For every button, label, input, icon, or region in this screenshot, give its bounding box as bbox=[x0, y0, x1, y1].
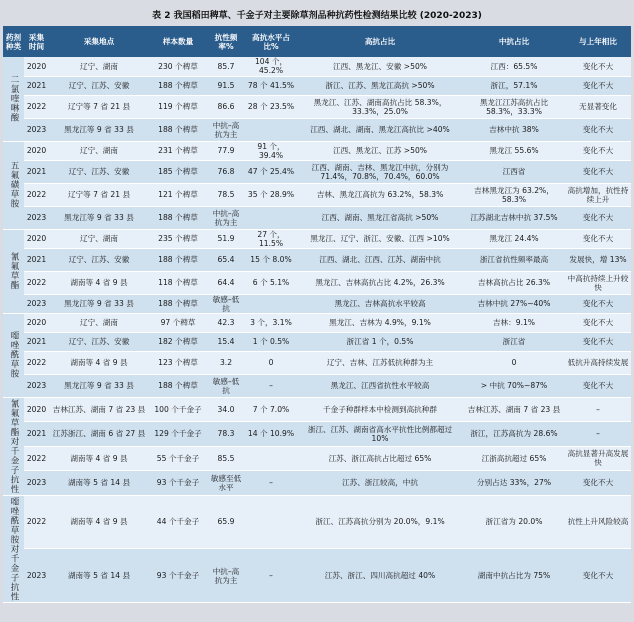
cell-year: 2023 bbox=[24, 118, 49, 141]
cell-year: 2020 bbox=[24, 57, 49, 76]
table-row bbox=[3, 206, 631, 229]
herbicide-name-cell: 噁唑酰草胺 bbox=[3, 313, 24, 397]
cell-resistance: 65.4 bbox=[207, 248, 245, 271]
herbicide-name-cell: 二氯喹啉酸 bbox=[3, 57, 24, 141]
cell-high: 江西、湖北、江西、江苏、湖南中抗 bbox=[297, 248, 463, 271]
cell-high: 浙江、江苏、黑龙江高抗 >50% bbox=[297, 76, 463, 95]
cell-medium: 浙江，江苏高抗为 28.6% bbox=[463, 422, 565, 447]
table-row bbox=[3, 57, 631, 76]
cell-compare: 中高抗持续上升较快 bbox=[565, 271, 631, 294]
cell-high: 黑龙江、辽宁、浙江、安徽、江西 >10% bbox=[297, 229, 463, 248]
cell-resistance: 敏感–低抗 bbox=[207, 294, 245, 313]
herbicide-name-cell: 氰氟草酯 bbox=[3, 229, 24, 313]
table-row bbox=[3, 294, 631, 313]
cell-high: 黑龙江、吉林高抗水平较高 bbox=[297, 294, 463, 313]
cell-compare: 抗性上升风险较高 bbox=[565, 495, 631, 549]
cell-year: 2021 bbox=[24, 160, 49, 183]
cell-high-ratio bbox=[245, 294, 297, 313]
cell-high: 千金子种群样本中检测到高抗种群 bbox=[297, 397, 463, 422]
cell-location: 辽宁、湖南 bbox=[49, 141, 149, 160]
cell-resistance: 64.4 bbox=[207, 271, 245, 294]
cell-high-ratio: 78 个 41.5% bbox=[245, 76, 297, 95]
cell-location: 辽宁、江苏、安徽 bbox=[49, 248, 149, 271]
header-resistance: 抗性频率% bbox=[207, 26, 245, 57]
cell-high-ratio: 28 个 23.5% bbox=[245, 95, 297, 118]
table-row bbox=[3, 248, 631, 271]
cell-high: 江苏、浙江、四川高抗超过 40% bbox=[297, 549, 463, 603]
table-row bbox=[3, 549, 631, 603]
cell-resistance: 86.6 bbox=[207, 95, 245, 118]
cell-high: 浙江省 1 个，0.5% bbox=[297, 332, 463, 351]
cell-compare: 变化不大 bbox=[565, 57, 631, 76]
cell-compare: 变化不大 bbox=[565, 141, 631, 160]
herbicide-name-cell: 氰氟草酯对千金子抗性 bbox=[3, 397, 24, 495]
cell-year: 2022 bbox=[24, 183, 49, 206]
cell-count: 118 个稗草 bbox=[149, 271, 207, 294]
cell-compare: 无显著变化 bbox=[565, 95, 631, 118]
header-row bbox=[3, 26, 631, 57]
cell-compare: 高抗显著升高发展快 bbox=[565, 446, 631, 471]
cell-high: 江西、湖北、湖南、黑龙江高抗比 >40% bbox=[297, 118, 463, 141]
cell-high-ratio: 35 个 28.9% bbox=[245, 183, 297, 206]
cell-medium: 黑龙江江苏高抗占比 58.3%，33.3% bbox=[463, 95, 565, 118]
cell-high-ratio: 1 个 0.5% bbox=[245, 332, 297, 351]
header-high: 高抗占比 bbox=[297, 26, 463, 57]
cell-count: 188 个稗草 bbox=[149, 118, 207, 141]
cell-count: 100 个千金子 bbox=[149, 397, 207, 422]
cell-count: 188 个稗草 bbox=[149, 206, 207, 229]
table-caption: 表 2 我国稻田稗草、千金子对主要除草剂品种抗药性检测结果比较 (2020-2023) bbox=[152, 11, 482, 21]
table-row bbox=[3, 374, 631, 397]
cell-high-ratio: 6 个 5.1% bbox=[245, 271, 297, 294]
cell-location: 江苏浙江、湖南 6 省 27 县 bbox=[49, 422, 149, 447]
cell-medium: 江苏湖北吉林中抗 37.5% bbox=[463, 206, 565, 229]
cell-high-ratio: 0 bbox=[245, 351, 297, 374]
table-row bbox=[3, 183, 631, 206]
cell-resistance: 77.9 bbox=[207, 141, 245, 160]
cell-medium: 吉林高抗占比 26.3% bbox=[463, 271, 565, 294]
cell-high: 黑龙江、吉林高抗占比 4.2%，26.3% bbox=[297, 271, 463, 294]
cell-location: 湖南等 5 省 14 县 bbox=[49, 549, 149, 603]
cell-year: 2021 bbox=[24, 332, 49, 351]
cell-medium: 吉林江苏、湖南 7 省 23 县 bbox=[463, 397, 565, 422]
cell-high: 浙江、江苏高抗分别为 20.0%，9.1% bbox=[297, 495, 463, 549]
cell-location: 黑龙江等 9 省 33 县 bbox=[49, 374, 149, 397]
header-location: 采集地点 bbox=[49, 26, 149, 57]
herbicide-name-cell: 五氟磺草胺 bbox=[3, 141, 24, 229]
cell-compare: 变化不大 bbox=[565, 160, 631, 183]
cell-medium: 浙江省 bbox=[463, 332, 565, 351]
cell-year: 2023 bbox=[24, 374, 49, 397]
table-row bbox=[3, 351, 631, 374]
cell-resistance: 65.9 bbox=[207, 495, 245, 549]
resistance-table bbox=[3, 26, 631, 603]
cell-count: 55 个千金子 bbox=[149, 446, 207, 471]
cell-high-ratio bbox=[245, 118, 297, 141]
table-row bbox=[3, 471, 631, 496]
cell-compare: 高抗增加，抗性持续上升 bbox=[565, 183, 631, 206]
cell-high: 吉林、黑龙江高抗为 63.2%，58.3% bbox=[297, 183, 463, 206]
cell-medium: 江浙高抗超过 65% bbox=[463, 446, 565, 471]
cell-count: 185 个稗草 bbox=[149, 160, 207, 183]
table-row bbox=[3, 95, 631, 118]
cell-year: 2020 bbox=[24, 313, 49, 332]
table-body bbox=[3, 57, 631, 603]
table-row bbox=[3, 446, 631, 471]
cell-high-ratio: – bbox=[245, 549, 297, 603]
cell-high-ratio: – bbox=[245, 374, 297, 397]
cell-location: 湖南等 4 省 9 县 bbox=[49, 495, 149, 549]
cell-medium: 吉林黑龙江为 63.2%，58.3% bbox=[463, 183, 565, 206]
table-row bbox=[3, 229, 631, 248]
cell-high-ratio: 27 个，11.5% bbox=[245, 229, 297, 248]
cell-location: 黑龙江等 9 省 33 县 bbox=[49, 294, 149, 313]
cell-medium: 吉林中抗 38% bbox=[463, 118, 565, 141]
cell-count: 93 个千金子 bbox=[149, 549, 207, 603]
cell-resistance: 中抗–高抗为主 bbox=[207, 206, 245, 229]
header-compare: 与上年相比 bbox=[565, 26, 631, 57]
header-medium: 中抗占比 bbox=[463, 26, 565, 57]
cell-count: 44 个千金子 bbox=[149, 495, 207, 549]
cell-location: 辽宁、江苏、安徽 bbox=[49, 160, 149, 183]
cell-location: 辽宁、湖南 bbox=[49, 313, 149, 332]
cell-resistance: 76.8 bbox=[207, 160, 245, 183]
cell-year: 2023 bbox=[24, 294, 49, 313]
cell-count: 188 个稗草 bbox=[149, 294, 207, 313]
cell-resistance: 42.3 bbox=[207, 313, 245, 332]
table-row bbox=[3, 118, 631, 141]
cell-high-ratio: 14 个 10.9% bbox=[245, 422, 297, 447]
cell-medium: 吉林中抗 27%~40% bbox=[463, 294, 565, 313]
cell-compare: 发展快，增 13% bbox=[565, 248, 631, 271]
cell-compare: 变化不大 bbox=[565, 76, 631, 95]
cell-location: 辽宁、湖南 bbox=[49, 57, 149, 76]
cell-high: 江西、黑龙江、安徽 >50% bbox=[297, 57, 463, 76]
cell-year: 2020 bbox=[24, 141, 49, 160]
cell-compare: – bbox=[565, 397, 631, 422]
cell-year: 2020 bbox=[24, 397, 49, 422]
cell-resistance: 敏感–低抗 bbox=[207, 374, 245, 397]
cell-high: 黑龙江、江西省抗性水平较高 bbox=[297, 374, 463, 397]
cell-location: 辽宁等 7 省 21 县 bbox=[49, 95, 149, 118]
cell-year: 2022 bbox=[24, 446, 49, 471]
cell-high-ratio: 7 个 7.0% bbox=[245, 397, 297, 422]
cell-location: 黑龙江等 9 省 33 县 bbox=[49, 206, 149, 229]
cell-high-ratio: 15 个 8.0% bbox=[245, 248, 297, 271]
herbicide-name-cell: 噁唑酰草胺对千金子抗性 bbox=[3, 495, 24, 603]
cell-count: 119 个稗草 bbox=[149, 95, 207, 118]
cell-resistance: 51.9 bbox=[207, 229, 245, 248]
cell-resistance: 敏感至低水平 bbox=[207, 471, 245, 496]
cell-high: 江苏、浙江高抗占比超过 65% bbox=[297, 446, 463, 471]
cell-location: 辽宁、江苏、安徽 bbox=[49, 76, 149, 95]
table-row bbox=[3, 313, 631, 332]
cell-resistance: 78.5 bbox=[207, 183, 245, 206]
cell-count: 188 个稗草 bbox=[149, 76, 207, 95]
cell-count: 235 个稗草 bbox=[149, 229, 207, 248]
table-row bbox=[3, 271, 631, 294]
cell-count: 231 个稗草 bbox=[149, 141, 207, 160]
cell-year: 2021 bbox=[24, 422, 49, 447]
cell-location: 湖南等 4 省 9 县 bbox=[49, 351, 149, 374]
header-herbicide: 药剂种类 bbox=[3, 26, 24, 57]
cell-high: 江西、黑龙江、江苏 >50% bbox=[297, 141, 463, 160]
cell-compare: 变化不大 bbox=[565, 206, 631, 229]
cell-medium: 湖南中抗占比为 75% bbox=[463, 549, 565, 603]
cell-medium: > 中抗 70%~87% bbox=[463, 374, 565, 397]
cell-location: 辽宁、江苏、安徽 bbox=[49, 332, 149, 351]
cell-compare: 变化不大 bbox=[565, 549, 631, 603]
cell-location: 辽宁等 7 省 21 县 bbox=[49, 183, 149, 206]
cell-year: 2022 bbox=[24, 351, 49, 374]
cell-medium: 浙江省为 20.0% bbox=[463, 495, 565, 549]
cell-count: 121 个稗草 bbox=[149, 183, 207, 206]
table-row bbox=[3, 141, 631, 160]
cell-year: 2022 bbox=[24, 495, 49, 549]
cell-count: 182 个稗草 bbox=[149, 332, 207, 351]
cell-location: 湖南等 4 省 9 县 bbox=[49, 446, 149, 471]
cell-medium: 江西：65.5% bbox=[463, 57, 565, 76]
cell-compare: 低抗升高持续发展 bbox=[565, 351, 631, 374]
cell-year: 2022 bbox=[24, 271, 49, 294]
cell-high: 黑龙江、吉林为 4.9%，9.1% bbox=[297, 313, 463, 332]
cell-compare: 变化不大 bbox=[565, 118, 631, 141]
cell-year: 2021 bbox=[24, 76, 49, 95]
cell-resistance: 78.3 bbox=[207, 422, 245, 447]
cell-high: 江西、湖南、黑龙江省高抗 >50% bbox=[297, 206, 463, 229]
cell-resistance: 中抗–高抗为主 bbox=[207, 118, 245, 141]
cell-high: 江西、湖南、吉林、黑龙江中抗，分别为 71.4%，70.8%，70.4%，60.0% bbox=[297, 160, 463, 183]
cell-location: 湖南等 4 省 9 县 bbox=[49, 271, 149, 294]
cell-year: 2021 bbox=[24, 248, 49, 271]
table-row bbox=[3, 397, 631, 422]
cell-location: 湖南等 5 省 14 县 bbox=[49, 471, 149, 496]
cell-high: 江苏、浙江较高，中抗 bbox=[297, 471, 463, 496]
table-row bbox=[3, 76, 631, 95]
cell-high-ratio bbox=[245, 206, 297, 229]
cell-resistance: 15.4 bbox=[207, 332, 245, 351]
table-row bbox=[3, 495, 631, 549]
table-row bbox=[3, 422, 631, 447]
table-row bbox=[3, 160, 631, 183]
cell-medium: 0 bbox=[463, 351, 565, 374]
cell-year: 2023 bbox=[24, 206, 49, 229]
cell-resistance: 34.0 bbox=[207, 397, 245, 422]
cell-high-ratio: – bbox=[245, 471, 297, 496]
cell-resistance: 中抗–高抗为主 bbox=[207, 549, 245, 603]
cell-compare: 变化不大 bbox=[565, 313, 631, 332]
cell-count: 188 个稗草 bbox=[149, 248, 207, 271]
cell-high-ratio bbox=[245, 446, 297, 471]
cell-medium: 江西省 bbox=[463, 160, 565, 183]
cell-compare: 变化不大 bbox=[565, 229, 631, 248]
cell-count: 129 个千金子 bbox=[149, 422, 207, 447]
cell-location: 辽宁、湖南 bbox=[49, 229, 149, 248]
cell-count: 188 个稗草 bbox=[149, 374, 207, 397]
header-count: 样本数量 bbox=[149, 26, 207, 57]
cell-high-ratio: 3 个，3.1% bbox=[245, 313, 297, 332]
cell-compare: – bbox=[565, 422, 631, 447]
cell-medium: 浙江，57.1% bbox=[463, 76, 565, 95]
cell-year: 2020 bbox=[24, 229, 49, 248]
cell-year: 2022 bbox=[24, 95, 49, 118]
cell-location: 黑龙江等 9 省 33 县 bbox=[49, 118, 149, 141]
cell-year: 2023 bbox=[24, 471, 49, 496]
cell-compare: 变化不大 bbox=[565, 374, 631, 397]
cell-high-ratio: 47 个 25.4% bbox=[245, 160, 297, 183]
cell-compare: 变化不大 bbox=[565, 332, 631, 351]
cell-year: 2023 bbox=[24, 549, 49, 603]
cell-high: 浙江、江苏、湖南省高水平抗性比例都超过 10% bbox=[297, 422, 463, 447]
cell-count: 230 个稗草 bbox=[149, 57, 207, 76]
cell-resistance: 91.5 bbox=[207, 76, 245, 95]
cell-medium: 黑龙江 24.4% bbox=[463, 229, 565, 248]
cell-resistance: 85.5 bbox=[207, 446, 245, 471]
cell-medium: 黑龙江 55.6% bbox=[463, 141, 565, 160]
cell-medium: 吉林：9.1% bbox=[463, 313, 565, 332]
header-year: 采集时间 bbox=[24, 26, 49, 57]
cell-compare: 变化不大 bbox=[565, 471, 631, 496]
cell-high-ratio: 104 个，45.2% bbox=[245, 57, 297, 76]
cell-medium: 分别占达 33%，27% bbox=[463, 471, 565, 496]
cell-high: 黑龙江、江苏、湖南高抗占比 58.3%，33.3%，25.0% bbox=[297, 95, 463, 118]
cell-count: 123 个稗草 bbox=[149, 351, 207, 374]
cell-high-ratio: 91 个，39.4% bbox=[245, 141, 297, 160]
cell-medium: 浙江省抗性频率最高 bbox=[463, 248, 565, 271]
header-high-ratio: 高抗水平占比% bbox=[245, 26, 297, 57]
cell-location: 吉林江苏、湖南 7 省 23 县 bbox=[49, 397, 149, 422]
table-row bbox=[3, 332, 631, 351]
cell-high: 辽宁、吉林、江苏低抗种群为主 bbox=[297, 351, 463, 374]
cell-count: 93 个千金子 bbox=[149, 471, 207, 496]
cell-resistance: 85.7 bbox=[207, 57, 245, 76]
cell-compare: 变化不大 bbox=[565, 294, 631, 313]
cell-high-ratio bbox=[245, 495, 297, 549]
cell-resistance: 3.2 bbox=[207, 351, 245, 374]
cell-count: 97 个稗草 bbox=[149, 313, 207, 332]
